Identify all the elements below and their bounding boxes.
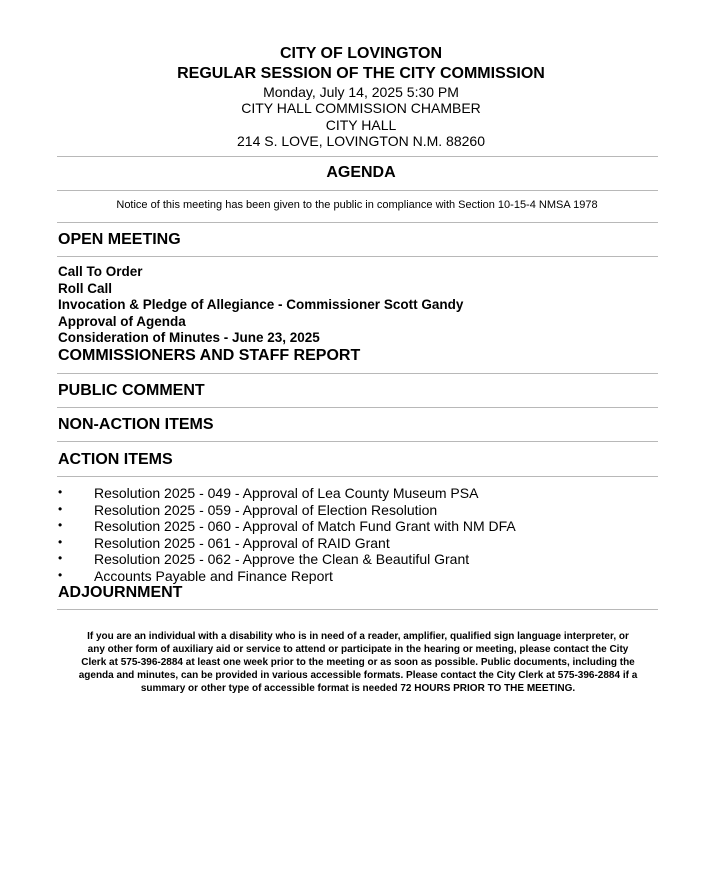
agenda-item-minutes: Consideration of Minutes - June 23, 2025 [58, 330, 320, 345]
accessibility-notice-line: agenda and minutes, can be provided in various accessible formats. Please contact the City Clerk at 575-396-2884 if a [78, 670, 638, 681]
action-items-heading: ACTION ITEMS [58, 451, 173, 468]
meeting-datetime: Monday, July 14, 2025 5:30 PM [263, 84, 459, 100]
bullet-icon: • [58, 551, 63, 565]
accessibility-notice-line: Clerk at 575-396-2884 at least one week prior to the meeting or as soon as possible. Public documents, including the [81, 657, 635, 668]
divider [57, 156, 658, 157]
agenda-title: AGENDA [326, 164, 396, 181]
action-item-text: Resolution 2025 - 061 - Approval of RAID Grant [94, 535, 390, 551]
divider [57, 476, 658, 477]
divider [57, 373, 658, 374]
divider [57, 441, 658, 442]
meeting-address: 214 S. LOVE, LOVINGTON N.M. 88260 [237, 133, 485, 149]
bullet-icon: • [58, 568, 63, 582]
meeting-hall: CITY HALL [325, 117, 397, 133]
commissioners-report-heading: COMMISSIONERS AND STAFF REPORT [58, 347, 361, 364]
session-title: REGULAR SESSION OF THE CITY COMMISSION [177, 65, 545, 82]
bullet-icon: • [58, 518, 63, 532]
agenda-item-invocation: Invocation & Pledge of Allegiance - Commissioner Scott Gandy [58, 297, 464, 312]
agenda-item-call-to-order: Call To Order [58, 264, 143, 279]
adjournment-heading: ADJOURNMENT [58, 584, 183, 601]
public-comment-heading: PUBLIC COMMENT [58, 382, 205, 399]
divider [57, 190, 658, 191]
bullet-icon: • [58, 485, 63, 499]
agenda-item-roll-call: Roll Call [58, 281, 113, 296]
bullet-icon: • [58, 502, 63, 516]
action-item-text: Resolution 2025 - 049 - Approval of Lea County Museum PSA [94, 485, 479, 501]
action-item-text: Resolution 2025 - 059 - Approval of Election Resolution [94, 502, 438, 518]
public-notice: Notice of this meeting has been given to the public in compliance with Section 10-15-4 NMSA 1978 [116, 199, 598, 211]
action-item-text: Resolution 2025 - 060 - Approval of Match Fund Grant with NM DFA [94, 518, 516, 534]
accessibility-notice [52, 630, 664, 695]
divider [57, 222, 658, 223]
city-name: CITY OF LOVINGTON [279, 45, 443, 62]
open-meeting-heading: OPEN MEETING [58, 231, 181, 248]
divider [57, 609, 658, 610]
accessibility-notice-line: any other form of auxiliary aid or service to attend or participate in the hearing or meeting, please contact the City [87, 644, 629, 655]
non-action-items-heading: NON-ACTION ITEMS [58, 416, 214, 433]
divider [57, 407, 658, 408]
divider [57, 256, 658, 257]
action-item-text: Resolution 2025 - 062 - Approve the Clean & Beautiful Grant [94, 551, 470, 567]
accessibility-notice-line: summary or other type of accessible format is needed 72 HOURS PRIOR TO THE MEETING. [140, 683, 576, 694]
bullet-icon: • [58, 535, 63, 549]
meeting-chamber: CITY HALL COMMISSION CHAMBER [241, 100, 481, 116]
accessibility-notice-line: If you are an individual with a disability who is in need of a reader, amplifier, qualified sign language interpreter, or [87, 631, 629, 642]
action-item-text: Accounts Payable and Finance Report [94, 568, 333, 584]
agenda-item-approval-of-agenda: Approval of Agenda [58, 314, 186, 329]
